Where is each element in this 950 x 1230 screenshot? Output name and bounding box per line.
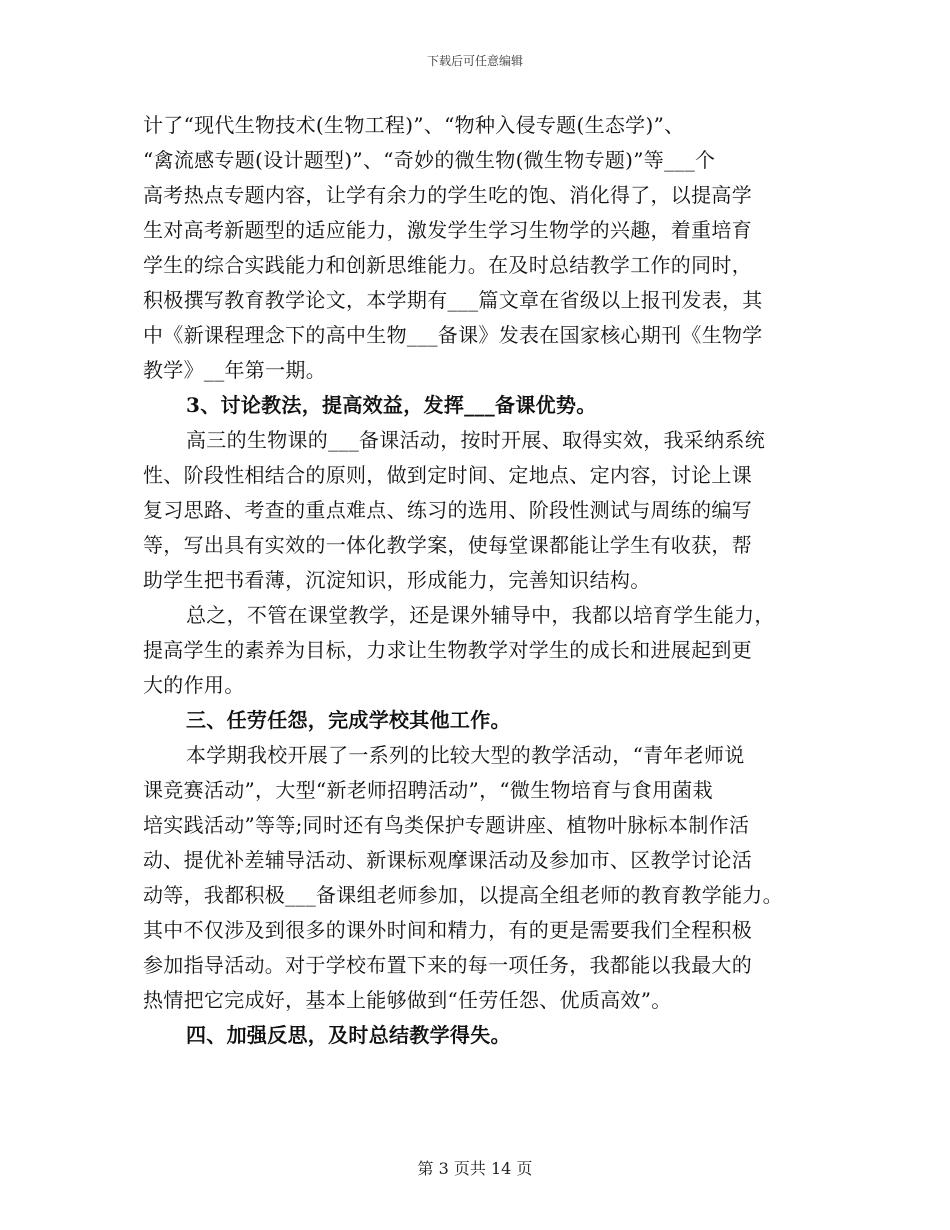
page-header: 下载后可任意编辑	[426, 54, 523, 68]
paragraph-line: 高考热点专题内容，让学有余力的学生吃的饱、消化得了，以提高学	[143, 183, 752, 207]
paragraph-line: 性、阶段性相结合的原则，做到定时间、定地点、定内容，讨论上课	[143, 463, 752, 487]
paragraph-line: 高三的生物课的___备课活动，按时开展、取得实效，我采纳系统	[186, 428, 765, 452]
section-heading: 四、加强反思，及时总结教学得失。	[186, 1023, 511, 1047]
paragraph-line: 课竞赛活动”，大型“新老师招聘活动”，“微生物培育与食用菌栽	[143, 778, 713, 802]
paragraph-line: 热情把它完成好，基本上能够做到“任劳任怨、优质高效”。	[143, 988, 672, 1012]
paragraph-line: 计了“现代生物技术(生物工程)”、“物种入侵专题(生态学)”、	[143, 113, 685, 137]
paragraph-line: 提高学生的素养为目标，力求让生物教学对学生的成长和进展起到更	[143, 638, 752, 662]
section-heading: 三、任劳任怨，完成学校其他工作。	[186, 708, 511, 732]
page-number: 第 3 页共 14 页	[417, 1159, 533, 1178]
paragraph-line: 培实践活动”等等;同时还有鸟类保护专题讲座、植物叶脉标本制作活	[143, 813, 750, 837]
section-heading: 3、讨论教法，提高效益，发挥___备课优势。	[186, 393, 597, 417]
paragraph-line: 复习思路、考查的重点难点、练习的选用、阶段性测试与周练的编写	[143, 498, 752, 522]
paragraph-line: 生对高考新题型的适应能力，激发学生学习生物学的兴趣，着重培育	[143, 218, 752, 242]
paragraph-line: 教学》__年第一期。	[143, 358, 326, 382]
paragraph-line: 动、提优补差辅导活动、新课标观摩课活动及参加市、区教学讨论活	[143, 848, 752, 872]
paragraph-line: 大的作用。	[143, 673, 245, 697]
paragraph-line: 本学期我校开展了一系列的比较大型的教学活动，“青年老师说	[186, 743, 745, 767]
paragraph-line: 积极撰写教育教学论文，本学期有___篇文章在省级以上报刊发表，其	[143, 288, 763, 312]
paragraph-line: 动等，我都积极___备课组老师参加，以提高全组老师的教育教学能力。	[143, 883, 783, 907]
paragraph-line: 学生的综合实践能力和创新思维能力。在及时总结教学工作的同时，	[143, 253, 752, 277]
paragraph-line: 助学生把书看薄，沉淀知识，形成能力，完善知识结构。	[143, 568, 651, 592]
paragraph-line: 中《新课程理念下的高中生物___备课》发表在国家核心期刊《生物学	[143, 323, 763, 347]
paragraph-line: 其中不仅涉及到很多的课外时间和精力，有的更是需要我们全程积极	[143, 918, 752, 942]
paragraph-line: “禽流感专题(设计题型)”、“奇妙的微生物(微生物专题)”等___个	[143, 148, 716, 172]
paragraph-line: 参加指导活动。对于学校布置下来的每一项任务，我都能以我最大的	[143, 953, 752, 977]
document-body	[143, 108, 811, 1053]
paragraph-line: 等，写出具有实效的一体化教学案，使每堂课都能让学生有收获，帮	[143, 533, 752, 557]
paragraph-line: 总之，不管在课堂教学，还是课外辅导中，我都以培育学生能力，	[186, 603, 775, 627]
